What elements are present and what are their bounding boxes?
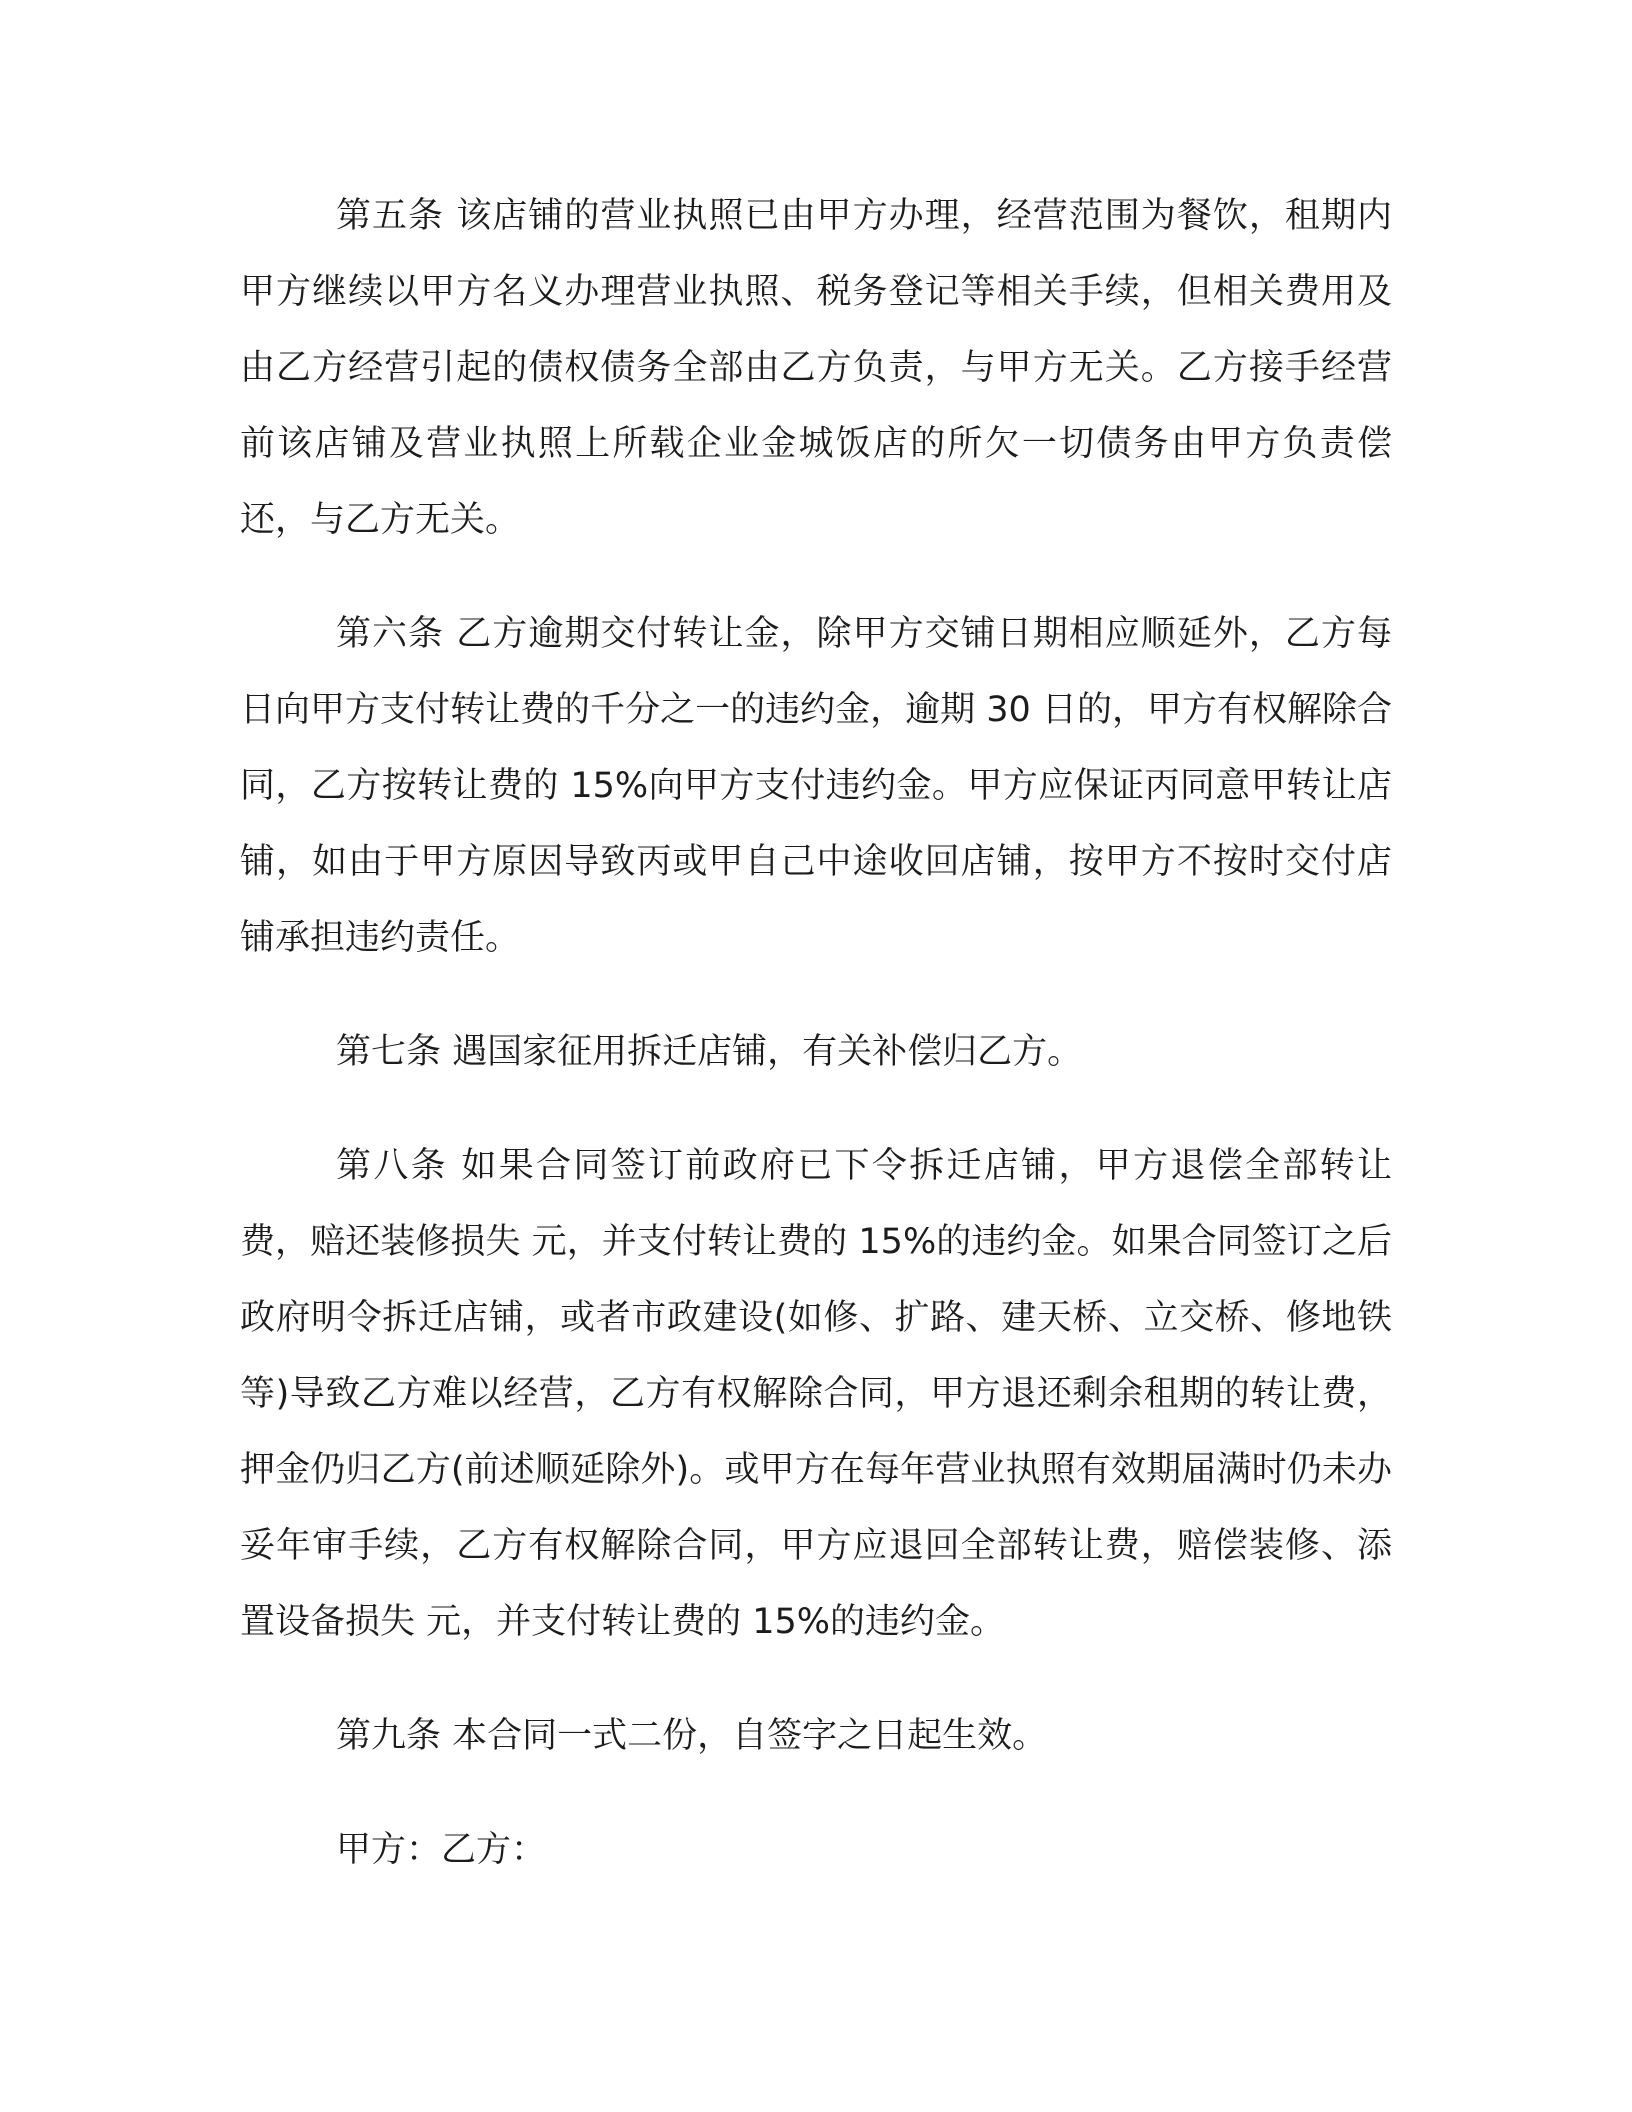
clause-9: 第九条 本合同一式二份，自签字之日起生效。	[336, 1716, 1048, 1756]
contract-body	[240, 178, 1392, 1926]
clause-5: 第五条 该店铺的营业执照已由甲方办理，经营范围为餐饮，租期内甲方继续以甲方名义办理营业执照、税务登记等相关手续，但相关费用及由乙方经营引起的债权债务全部由乙方负责，与甲方无关。乙方接手经营前该店铺及营业执照上所载企业金城饭店的所欠一切债务由甲方负责偿还，与乙方无关。	[240, 196, 1392, 540]
clause-7: 第七条 遇国家征用拆迁店铺，有关补偿归乙方。	[336, 1032, 1083, 1072]
clause-6: 第六条 乙方逾期交付转让金，除甲方交铺日期相应顺延外，乙方每日向甲方支付转让费的千分之一的违约金，逾期 30 日的，甲方有权解除合同，乙方按转让费的 15%向甲方支付违约金。甲方应保证丙同意甲转让店铺，如由于甲方原因导致丙或甲自己中途收回店铺，按甲方不按时交付店铺承担违约责任。	[240, 614, 1392, 958]
signature-line: 甲方：乙方：	[336, 1830, 547, 1870]
clause-8: 第八条 如果合同签订前政府已下令拆迁店铺，甲方退偿全部转让费，赔还装修损失 元，并支付转让费的 15%的违约金。如果合同签订之后政府明令拆迁店铺，或者市政建设(如修、扩路、建天桥、立交桥、修地铁等)导致乙方难以经营，乙方有权解除合同，甲方退还剩余租期的转让费，押金仍归乙方(前述顺延除外)。或甲方在每年营业执照有效期届满时仍未办妥年审手续，乙方有权解除合同，甲方应退回全部转让费，赔偿装修、添置设备损失 元，并支付转让费的 15%的违约金。	[240, 1146, 1392, 1642]
